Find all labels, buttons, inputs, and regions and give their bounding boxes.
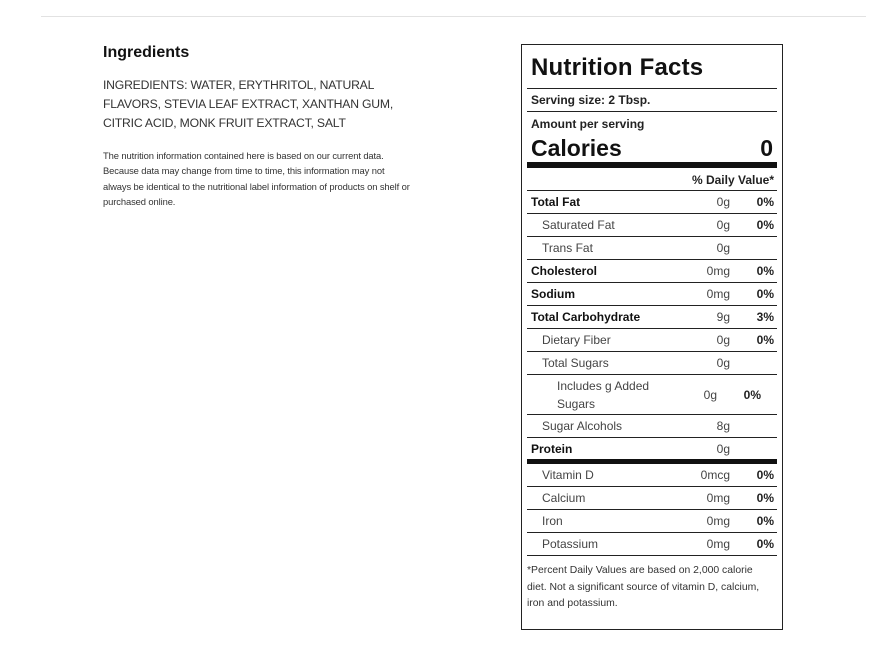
nutrient-daily-value: 3% <box>756 310 774 324</box>
amount-per-serving: Amount per serving <box>531 117 645 131</box>
top-divider <box>41 16 866 17</box>
nutrient-name: Vitamin D <box>542 468 594 482</box>
nutrient-name: Saturated Fat <box>542 218 615 232</box>
nutrient-amount: 0g <box>716 333 730 347</box>
daily-value-footnote: *Percent Daily Values are based on 2,000 calorie diet. Not a significant source of vitamin D, calcium, iron and potassium. <box>527 565 760 610</box>
nutrient-daily-value: 0% <box>756 537 774 551</box>
nutrient-daily-value: 0% <box>756 514 774 528</box>
nutrient-row-trans-fat <box>527 237 777 260</box>
nutrient-name: Cholesterol <box>531 264 598 278</box>
nutrient-amount: 0g <box>716 241 730 255</box>
nutrient-row-saturated-fat <box>527 214 777 237</box>
nutrient-amount: 0g <box>716 441 730 456</box>
nutrient-row-dietary-fiber <box>527 329 777 352</box>
calories-label: Calories <box>531 134 622 161</box>
nutrient-row-total-sugars <box>527 352 777 375</box>
nutrient-name: Total Sugars <box>542 356 609 370</box>
nutrient-row-protein <box>527 438 777 464</box>
nutrient-daily-value: 0% <box>756 468 774 482</box>
nutrient-daily-value: 0% <box>756 287 774 301</box>
nutrient-name: Trans Fat <box>542 241 593 255</box>
nutrient-name: Protein <box>531 441 573 456</box>
nutrient-row-iron <box>527 510 777 533</box>
nutrient-amount: 0mcg <box>700 468 730 482</box>
nutrient-name: Sodium <box>531 287 575 301</box>
nutrient-row-cholesterol <box>527 260 777 283</box>
nutrient-amount: 9g <box>716 310 730 324</box>
nutrient-amount: 0g <box>703 387 717 402</box>
nutrient-row-calcium <box>527 487 777 510</box>
nutrient-name: Total Fat <box>531 195 581 209</box>
calories-row <box>527 134 777 168</box>
serving-size: Serving size: 2 Tbsp. <box>527 88 777 112</box>
ingredients-list: INGREDIENTS: WATER, ERYTHRITOL, NATURAL FLAVORS, STEVIA LEAF EXTRACT, XANTHAN GUM, CITRIC ACID, MONK FRUIT EXTRACT, SALT <box>103 78 394 130</box>
nutrient-amount: 0mg <box>706 514 730 528</box>
daily-value-header: % Daily Value* <box>527 168 777 191</box>
nutrient-name: Potassium <box>542 537 599 551</box>
nutrient-row-sugar-alcohols <box>527 415 777 438</box>
nutrient-row-added-sugars <box>527 375 777 415</box>
ingredients-heading: Ingredients <box>103 44 190 61</box>
nutrition-facts-title: Nutrition Facts <box>531 54 704 81</box>
nutrient-amount: 0mg <box>706 264 730 278</box>
nutrient-daily-value: 0% <box>756 218 774 232</box>
nutrition-disclaimer: The nutrition information contained here is based on our current data. Because data may change from time to time, this information may not always be identical to the nutritional label information of products on shelf or purchased online. <box>103 150 410 208</box>
calories-value: 0 <box>760 134 773 161</box>
nutrient-row-vitamin-d <box>527 464 777 487</box>
nutrient-row-total-fat <box>527 191 777 214</box>
nutrition-facts-label <box>521 44 783 630</box>
nutrient-daily-value: 0% <box>756 333 774 347</box>
nutrient-amount: 0g <box>716 218 730 232</box>
nutrient-amount: 0g <box>716 195 730 209</box>
ingredients-section <box>103 44 413 210</box>
nutrient-amount: 8g <box>716 419 730 433</box>
nutrient-name: Includes g Added Sugars <box>557 378 650 411</box>
nutrient-amount: 0g <box>716 356 730 370</box>
nutrient-row-sodium <box>527 283 777 306</box>
nutrient-name: Total Carbohydrate <box>531 310 641 324</box>
nutrient-daily-value: 0% <box>756 491 774 505</box>
nutrient-amount: 0mg <box>706 287 730 301</box>
nutrient-name: Dietary Fiber <box>542 333 611 347</box>
nutrient-row-potassium <box>527 533 777 556</box>
nutrient-name: Iron <box>542 514 563 528</box>
nutrient-amount: 0mg <box>706 537 730 551</box>
nutrient-name: Calcium <box>542 491 586 505</box>
nutrient-daily-value: 0% <box>756 195 774 209</box>
nutrient-name: Sugar Alcohols <box>542 419 623 433</box>
nutrient-amount: 0mg <box>706 491 730 505</box>
nutrient-daily-value: 0% <box>756 264 774 278</box>
nutrient-daily-value: 0% <box>743 387 761 402</box>
nutrient-row-total-carbohydrate <box>527 306 777 329</box>
